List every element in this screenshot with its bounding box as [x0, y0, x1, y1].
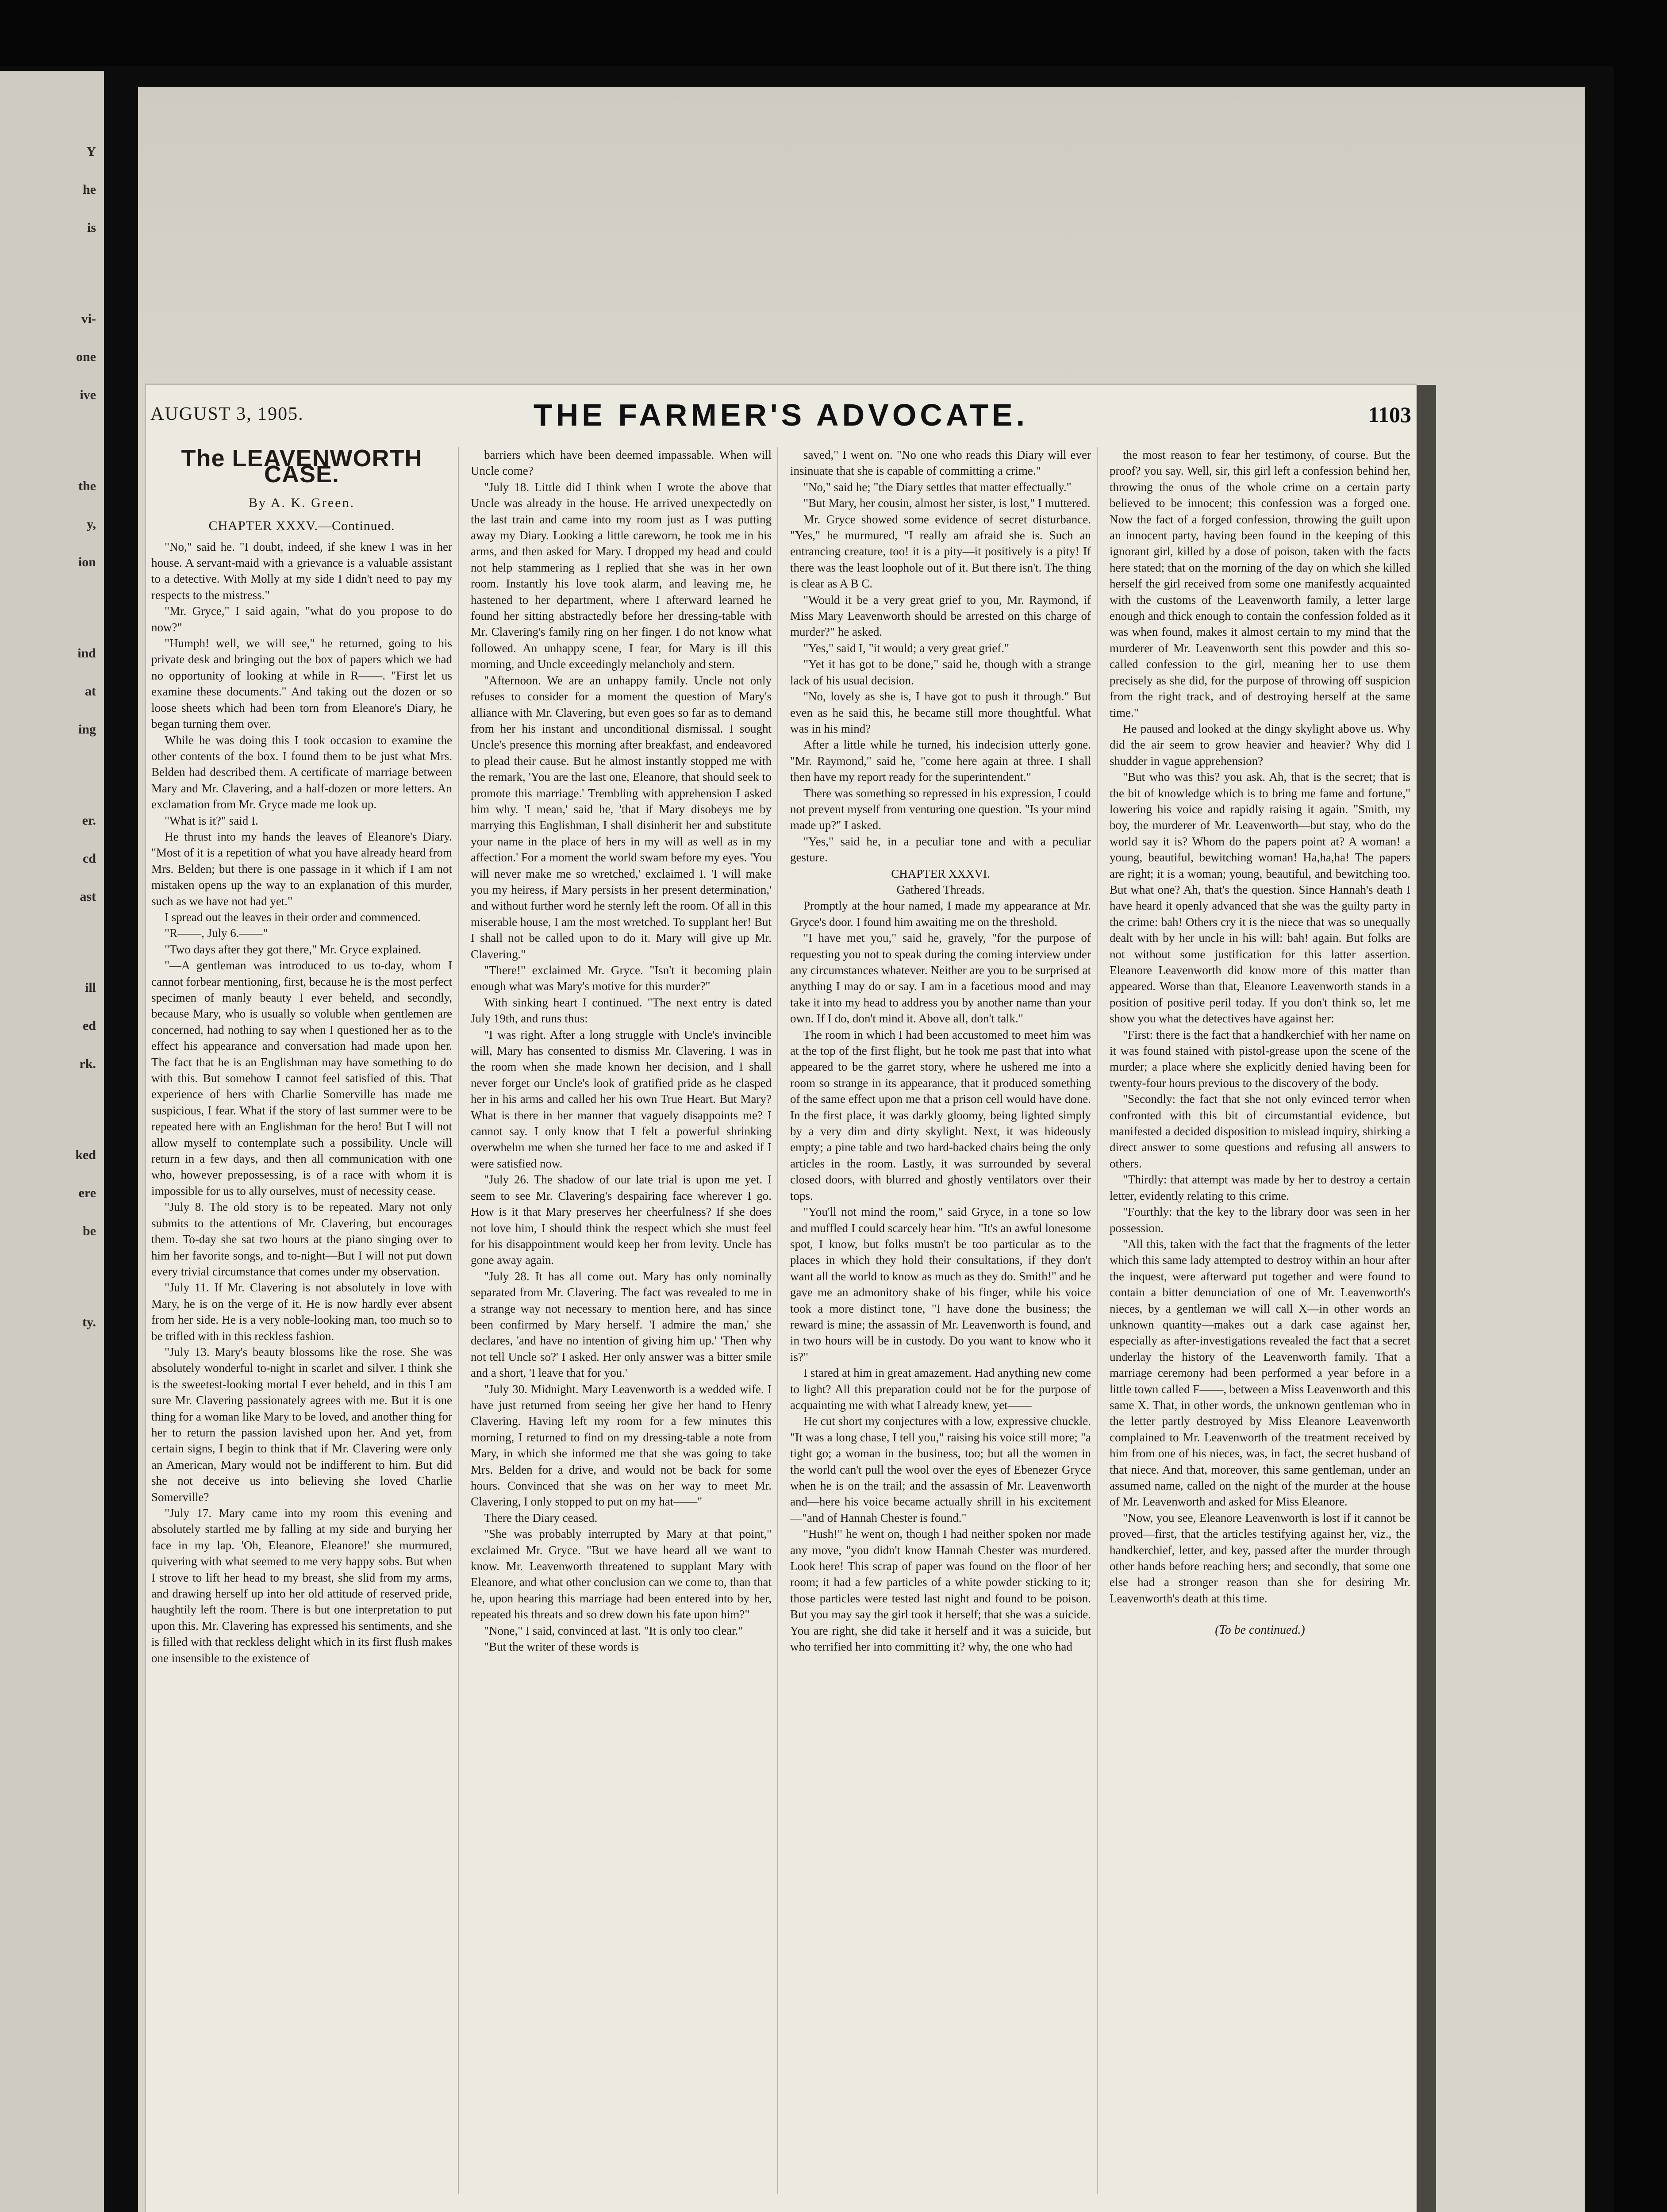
- text-fragment: er.: [82, 813, 96, 828]
- paragraph: "Mr. Gryce," I said again, "what do you propose to do now?": [151, 604, 452, 634]
- paragraph: "July 13. Mary's beauty blossoms like the rose. She was absolutely wonderful to-night in scarlet and silver. I think she is the sweetest-looking mortal I ever beheld, and in this I am sure Mr. Clavering passionately agrees with me. But it is one thing for a woman like Mary to be loved, and another thing for her to return the passion lavished upon her. And yet, from certain signs, I begin to think that if Mr. Clavering were only an American, Mary would not be indifferent to him. But did she not deceive us into believing she loved Charlie Somerville?: [151, 1345, 452, 1504]
- paragraph: He cut short my conjectures with a low, expressive chuckle. "It was a long chase, I tell you," raising his voice still more; "a tight go; a woman in the business, too; but all the women in the world can't pull the wool over the eyes of Ebenezer Gryce when he is on the trail; and the assassin of Mr. Leavenworth and—here his voice became actually shrill in his excitement—"and of Hannah Chester is found.": [790, 1414, 1091, 1525]
- newspaper-page: [146, 385, 1416, 2212]
- chapter-heading: CHAPTER XXXV.—Continued.: [208, 518, 395, 534]
- text-fragment: be: [83, 1224, 96, 1238]
- story-title: The LEAVENWORTH CASE.: [181, 447, 423, 488]
- paragraph: "July 28. It has all come out. Mary has only nominally separated from Mr. Clavering. The fact was revealed to me in a strange way not necessary to mention here, and has since been confirmed by Mary herself. 'I admire the man,' she declares, 'and have no intention of giving him up.' 'Then why not tell Uncle so?' I asked. Her only answer was a bitter smile and a short, 'I leave that for you.': [471, 1269, 772, 1380]
- film-border-right: [1614, 0, 1667, 2212]
- text-fragment: ere: [78, 1186, 96, 1200]
- text-fragment: ive: [80, 388, 96, 402]
- text-fragment: at: [85, 684, 96, 699]
- column-3-text: [790, 447, 1091, 1655]
- paragraph: While he was doing this I took occasion to examine the other contents of the box. I found them to be just what Mrs. Belden had described them. A certificate of marriage between Mary and Mr. Clavering, and a half-dozen or more letters. An exclamation from Mr. Gryce made me look up.: [151, 733, 452, 811]
- paragraph: "Two days after they got there," Mr. Gryce explained.: [165, 942, 422, 956]
- text-fragment: vi-: [81, 311, 96, 326]
- paragraph: "No," said he; "the Diary settles that matter effectually.": [803, 480, 1072, 494]
- column-4: [1110, 447, 1410, 2208]
- paragraph: "Yes," said he, in a peculiar tone and with a peculiar gesture.: [790, 834, 1091, 864]
- text-fragment: ast: [80, 889, 96, 904]
- text-fragment: ked: [75, 1148, 96, 1162]
- paragraph: He thrust into my hands the leaves of Eleanore's Diary. "Most of it is a repetition of what you have already heard from Mrs. Belden; but there is one passage in it which if I am not mistaken opens up the way to an explanation of this murder, such as we have not had yet.": [151, 830, 452, 908]
- paragraph: "No, lovely as she is, I have got to push it through." But even as he said this, he became still more thoughtful. What was in his mind?: [790, 690, 1091, 735]
- paragraph: "You'll not mind the room," said Gryce, in a tone so low and muffled I could scarcely hear him. "It's an awful lonesome spot, I know, but folks mustn't be too particular as to the places in which they hold their consultations, if they don't want all the world to know as much as they do. Smith!" and he gave me an admonitory shake of his finger, while his voice took a more distinct tone, "I have done the business; the reward is mine; the assassin of Mr. Leavenworth is found, and in two hours will be in custody. Do you want to know who it is?": [790, 1205, 1091, 1363]
- byline: By A. K. Green.: [249, 495, 355, 510]
- paragraph: "None," I said, convinced at last. "It is only too clear.": [484, 1624, 743, 1637]
- paragraph: "But the writer of these words is: [484, 1640, 639, 1654]
- paragraph: saved," I went on. "No one who reads this Diary will ever insinuate that she is capable of committing a crime.": [790, 448, 1091, 478]
- issue-date: AUGUST 3, 1905.: [150, 404, 304, 424]
- text-fragment: is: [87, 220, 96, 235]
- chapter-heading: Gathered Threads.: [896, 883, 985, 896]
- paragraph: After a little while he turned, his indecision utterly gone. "Mr. Raymond," said he, "come here again at three. I shall then have my report ready for the superintendent.": [790, 738, 1091, 784]
- paragraph: "July 11. If Mr. Clavering is not absolutely in love with Mary, he is on the verge of it. He is now hardly ever absent from her side. He is a very noble-looking man, too much so to be trifled with in this reckless fashion.: [151, 1281, 452, 1343]
- paragraph: the most reason to fear her testimony, of course. But the proof? you say. Well, sir, this girl left a confession behind her, throwing the onus of the whole crime on a certain party believed to be innocent; this confession was a forged one. Now the fact of a forged confession, throwing the guilt upon an innocent party, having been found in the keeping of this ignorant girl, killed by a dose of poison, taken with the facts here stated; that on the morning of the day on which she killed herself the girl received from some one manifestly acquainted with the customs of the Leavenworth family, a letter large enough and thick enough to contain the confession folded as it was when found, makes it almost certain to my mind that the murderer of Mr. Leavenworth sent this powder and this so-called confession to the girl, meaning her to use them precisely as she did, for the purpose of throwing off suspicion from the right track, and of destroying herself at the same time.": [1110, 448, 1410, 719]
- paragraph: "But Mary, her cousin, almost her sister, is lost," I muttered.: [803, 496, 1091, 510]
- paragraph: "July 26. The shadow of our late trial is upon me yet. I seem to see Mr. Clavering's despairing face wherever I go. How is it that Mary preserves her cheerfulness? If she does not love him, I should think the respect which she must feel for his disappointment would keep her from levity. Uncle has gone away again.: [471, 1173, 772, 1267]
- column-1: [151, 447, 452, 2208]
- paragraph: The room in which I had been accustomed to meet him was at the top of the first flight, but he took me past that into what appeared to be the garret story, where he ushered me into a room so strange in its appearance, that it produced something of the same effect upon me that a prison cell would have done. In the first place, it was darkly gloomy, being lighted simply by a very dim and dirty skylight. Next, it was hideously empty; a pine table and two hard-backed chairs being the only articles in the room. Lastly, it was surrounded by several closed doors, with blurred and ghostly ventilators over their tops.: [790, 1028, 1091, 1202]
- text-fragment: the: [78, 479, 96, 493]
- chapter-heading: CHAPTER XXXVI.: [891, 867, 990, 880]
- masthead-title: THE FARMER'S ADVOCATE.: [533, 398, 1029, 432]
- paragraph: "Secondly: the fact that she not only evinced terror when confronted with this bit of circumstantial evidence, but manifested a decided disposition to mislead inquiry, shirking a direct answer to some questions and refusing all answers to others.: [1110, 1092, 1410, 1170]
- paragraph: "What is it?" said I.: [165, 814, 258, 827]
- column-1-text: [151, 539, 452, 1666]
- paragraph: "Humph! well, we will see," he returned, going to his private desk and bringing out the box of papers which we had no opportunity of looking at while in R——. "First let us examine these documents." And taking out the dozen or so loose sheets which had been torn from Eleanore's Diary, he began turning them over.: [151, 637, 452, 731]
- article-columns: [151, 447, 1410, 2208]
- paragraph: "July 18. Little did I think when I wrote the above that Uncle was already in the house. He arrived unexpectedly on the last train and came into my room just as I was putting away my Diary. Looking a little careworn, he took me in his arms, and then asked for Mary. I dropped my head and could not help stammering as I replied that she was in her own room. Instantly his love took alarm, and leaving me, he hastened to her department, where I afterward learned he found her sitting abstractedly before her dressing-table with Mr. Clavering's family ring on her finger. I do not know what followed. An unhappy scene, I fear, for Mary is ill this morning, and Uncle exceedingly melancholy and stern.: [471, 480, 772, 671]
- paragraph: "Afternoon. We are an unhappy family. Uncle not only refuses to consider for a moment the question of Mary's alliance with Mr. Clavering, but even goes so far as to demand from her his instant and unconditional dismissal. I sought Uncle's presence this morning after breakfast, and endeavored to plead their cause. But he almost instantly stopped me with the remark, 'You are the last one, Eleanore, that should seek to promote this marriage.' Trembling with apprehension I asked him why. 'I mean,' said he, 'that if Mary disobeys me by marrying this Englishman, I shall disinherit her and substitute your name in the place of hers in my will as well as in my affection.' For a moment the world swam before my eyes. 'You will never make me so wretched,' exclaimed I. 'I will make you my heiress, if Mary persists in her present determination,' and without further word he sternly left the room. Of all in this miserable house, I am the most wretched. To supplant her! But I shall not be called upon to do it. Mary will give up Mr. Clavering.": [471, 673, 772, 961]
- column-3: [790, 447, 1091, 2208]
- paragraph: "Now, you see, Eleanore Leavenworth is lost if it cannot be proved—first, that the articles testifying against her, viz., the handkerchief, letter, and key, passed after the murder through other hands before reaching hers; and secondly, that some one else had a stronger reason than she for desiring Mr. Leavenworth's death at this time.: [1110, 1511, 1410, 1605]
- paragraph: "Would it be a very great grief to you, Mr. Raymond, if Miss Mary Leavenworth should be arrested on this charge of murder?" he asked.: [790, 593, 1091, 639]
- paragraph: "First: there is the fact that a handkerchief with her name on it was found stained with pistol-grease upon the scene of the murder; a place where she explicitly denied having been for twenty-four hours previous to the discovery of the body.: [1110, 1028, 1410, 1090]
- paragraph: Promptly at the hour named, I made my appearance at Mr. Gryce's door. I found him awaiting me on the threshold.: [790, 899, 1091, 929]
- to-be-continued: (To be continued.): [1215, 1623, 1305, 1637]
- text-fragment: ing: [78, 722, 96, 737]
- page-number: 1103: [1368, 402, 1411, 427]
- paragraph: There was something so repressed in his expression, I could not prevent myself from venturing one question. "Is your mind made up?" I asked.: [790, 786, 1091, 832]
- paragraph: "No," said he. "I doubt, indeed, if she knew I was in her house. A servant-maid with a grievance is a valuable assistant to a detective. With Molly at my side I didn't need to pay my respects to the mistress.": [151, 540, 452, 602]
- paragraph: "She was probably interrupted by Mary at that point," exclaimed Mr. Gryce. "But we have heard all we want to know. Mr. Leavenworth threatened to supplant Mary with Eleanore, and what other conclusion can we come to, than that he, upon hearing this marriage had been entered into by her, repeated his threats and so drew down his fate upon him?": [471, 1527, 772, 1621]
- text-fragment: rk.: [79, 1056, 96, 1071]
- paragraph: Mr. Gryce showed some evidence of secret disturbance. "Yes," he murmured, "I really am afraid she is. Such an entrancing creature, too! it is a pity—it positively is a pity! If there was the least loophole out of it. But there isn't. The thing is clear as A B C.: [790, 512, 1091, 591]
- paragraph: "But who was this? you ask. Ah, that is the secret; that is the bit of knowledge which is to bring me fame and fortune," lowering his voice and rapidly raising it again. "Smith, my boy, the murderer of Mr. Leavenworth—but stay, who do the world say it is? Whom do the papers point at? A woman! a young, beautiful, bewitching woman! Ha,ha,ha! The papers are right; it is a woman; young, beautiful, and bewitching too. But what one? Ah, that's the question. Since Hannah's death I have heard it openly advanced that she was the guilty party in the crime: bah! Others cry it is the niece that was so unequally dealt with by her uncle in his will: bah! again. But folks are not without some justification for this latter assertion. Eleanore Leavenworth did know more of this matter than appeared. Worse than that, Eleanore Leavenworth stands in a position of positive peril today. If you don't think so, let me show you what the detectives have against her:: [1110, 770, 1410, 1025]
- adjacent-page-fragments: [0, 142, 104, 1333]
- column-4-text: [1110, 447, 1410, 1606]
- text-fragment: Y: [86, 144, 96, 159]
- paragraph: With sinking heart I continued. "The next entry is dated July 19th, and runs thus:: [471, 995, 772, 1025]
- paragraph: "Hush!" he went on, though I had neither spoken nor made any move, "you didn't know Hannah Chester was murdered. Look here! This scrap of paper was found on the floor of her room; it had a few particles of a white powder sticking to it; those particles were tested last night and found to be poison. But you may say the girl took it herself; that she was a suicide. You are right, she did take it herself and it was a suicide, but who terrified her into committing it? why, the one who had: [790, 1527, 1091, 1654]
- scan-backing-shade: [138, 87, 1585, 396]
- paragraph: barriers which have been deemed impassable. When will Uncle come?: [471, 448, 772, 478]
- paragraph: "July 8. The old story is to be repeated. Mary not only submits to the attentions of Mr. Clavering, but encourages them. To-day she sat two hours at the piano singing over to him her favorite songs, and to-night—But I will not put down every trivial circumstance that comes under my observation.: [151, 1200, 452, 1278]
- paragraph: "Yes," said I, "it would; a very great grief.": [803, 641, 1009, 655]
- text-fragment: one: [76, 349, 96, 364]
- text-fragment: he: [83, 182, 96, 197]
- paragraph: "Fourthly: that the key to the library door was seen in her possession.: [1110, 1205, 1410, 1235]
- paragraph: "—A gentleman was introduced to us to-day, whom I cannot forbear mentioning, first, because he is the most perfect specimen of manly beauty I ever beheld, and secondly, because Mary, who is usually so voluble when gentlemen are concerned, had nothing to say when I questioned her as to the effect his appearance and conversation had made upon her. The fact that he is an Englishman may have something to do with this. But somehow I cannot feel satisfied of this. That experience of hers with Charlie Somerville has made me suspicious, I fear. What if the story of last summer were to be repeated here with an Englishman for the hero! But I will not allow myself to contemplate such a possibility. Uncle will return in a few days, and then all communication with one who, however prepossessing, is of a race with whom it is impossible for us to ally ourselves, must of necessity cease.: [151, 959, 452, 1198]
- paragraph: "R——, July 6.——": [165, 926, 268, 940]
- paragraph: "July 17. Mary came into my room this evening and absolutely startled me by falling at my side and burying her face in my lap. 'Oh, Eleanore, Eleanore!' she murmured, quivering with what seemed to me very happy sobs. But when I strove to lift her head to my breast, she slid from my arms, and drawing herself up into her old attitude of reserved pride, haughtily left the room. There is but one interpretation to put upon this. Mr. Clavering has expressed his sentiments, and she is filled with that reckless delight which in its first flush makes one insensible to the existence of: [151, 1506, 452, 1665]
- text-fragment: ed: [83, 1018, 96, 1033]
- masthead: [146, 398, 1416, 434]
- paragraph: "Thirdly: that attempt was made by her to destroy a certain letter, evidently relating to this crime.: [1110, 1173, 1410, 1202]
- page-edge-shadow: [1416, 385, 1436, 2212]
- paragraph: I spread out the leaves in their order and commenced.: [165, 910, 421, 924]
- paragraph: "There!" exclaimed Mr. Gryce. "Isn't it becoming plain enough what was Mary's motive for this murder?": [471, 964, 772, 993]
- paragraph: There the Diary ceased.: [484, 1511, 598, 1525]
- film-border-top: [0, 0, 1667, 66]
- text-fragment: ind: [77, 646, 96, 661]
- paragraph: I stared at him in great amazement. Had anything new come to light? All this preparation could not be for the purpose of acquainting me with what I already knew, yet——: [790, 1366, 1091, 1412]
- paragraph: "I have met you," said he, gravely, "for the purpose of requesting you not to speak during the coming interview under any circumstances whatever. Neither are you to be surprised at anything I may do or say. I am in a facetious mood and may take it into my head to address you by another name than your own. If I do, don't mind it. Above all, don't talk.": [790, 931, 1091, 1025]
- adjacent-page-strip: [0, 71, 104, 2212]
- column-2-text: [471, 447, 772, 1655]
- paragraph: "July 30. Midnight. Mary Leavenworth is a wedded wife. I have just returned from seeing her give her hand to Henry Clavering. Having left my room for a few minutes this morning, I returned to find on my dressing-table a note from Mary, in which she informed me that she was going to take Mrs. Belden for a drive, and would not be back for some hours. Convinced that she was on her way to meet Mr. Clavering, I only stopped to put on my hat——": [471, 1382, 772, 1509]
- paragraph: He paused and looked at the dingy skylight above us. Why did the air seem to grow heavier and heavier? Why did I shudder in vague apprehension?: [1110, 722, 1410, 768]
- paragraph: "All this, taken with the fact that the fragments of the letter which this same lady attempted to destroy within an hour after the inquest, were afterward put together and were found to contain a bitter denunciation of one of Mr. Leavenworth's nieces, by a gentleman we will call X—in other words an unknown quantity—makes out a dark case against her, especially as after-investigations revealed the fact that a secret underlay the history of the Leavenworth family. That a marriage ceremony had been performed a year before in a little town called F——, between a Miss Leavenworth and this same X. That, in other words, the unknown gentleman who in the letter partly destroyed by Miss Eleanore Leavenworth complained to Mr. Leavenworth of the treatment received by him from one of his nieces, was, in fact, the secret husband of that niece. And that, moreover, this same gentleman, under an assumed name, called on the night of the murder at the house of Mr. Leavenworth and asked for Miss Eleanore.: [1110, 1237, 1410, 1509]
- column-2: [471, 447, 772, 2208]
- paragraph: "I was right. After a long struggle with Uncle's invincible will, Mary has consented to dismiss Mr. Clavering. I was in the room when she made known her decision, and I shall never forget our Uncle's look of gratified pride as he clasped her in his arms and called her his own True Heart. But Mary? What is there in her manner that vaguely disappoints me? I cannot say. I only know that I felt a powerful shrinking overwhelm me when she turned her face to me and asked if I were satisfied now.: [471, 1028, 772, 1170]
- text-fragment: cd: [83, 851, 96, 866]
- text-fragment: ty.: [82, 1315, 96, 1329]
- text-fragment: y,: [87, 517, 96, 531]
- text-fragment: ill: [85, 980, 96, 995]
- text-fragment: ion: [78, 555, 96, 569]
- paragraph: "Yet it has got to be done," said he, though with a strange lack of his usual decision.: [790, 657, 1091, 687]
